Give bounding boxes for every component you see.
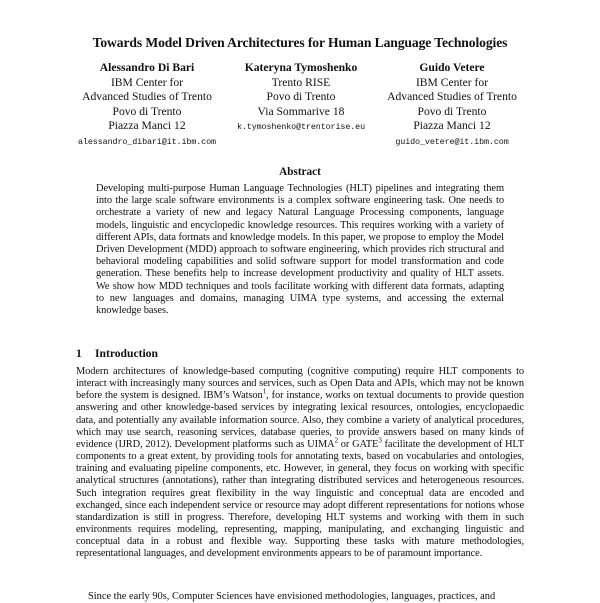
author-affiliation-line: IBM Center for [415,75,489,89]
author-block-3 [376,61,528,150]
author-email[interactable]: alessandro_dibari@it.ibm.com [78,136,216,147]
paper-title: Towards Model Driven Architectures for Human Language Technologies [92,35,508,50]
author-affiliation-line: IBM Center for [110,75,184,89]
intro-paragraph [76,366,524,561]
author-name: Kateryna Tymoshenko [244,61,358,74]
footnote-marker[interactable]: 3 [378,436,382,445]
abstract-heading: Abstract [279,166,321,178]
intro-text-part: Modern architectures of knowledge-based computing (cognitive computing) require HLT components to interact with increasingly many sources and services, such as Open Data and APIs, which may not be known before the system is designed. IBM’s Watson [76,366,524,402]
author-name: Guido Vetere [419,61,485,74]
intro-text-part: facilitate the development of HLT components to a great extent, by providing tools for annotating texts, based on vocabularies and ontologies, training and evaluating pipeline components, etc. However, in general, they focus on working with specific analytical structures (annotations), rather than integrating distributed services and heterogeneous resources. Such integration requires great flexibility in the way linguistic and conceptual data are encoded and exchanged, since each independent service or resource may adopt different representations for notions whose standardization is still in progress. Therefore, developing HLT systems and working with them in such environments requires modeling, representing, mapping, manipulating, and exchanging linguistic and conceptual data in a robust and flexible way. Supporting these tasks with mature methodologies, representational languages, and development environments appears to be of paramount importance. [76,438,525,560]
intro-paragraph-next: Since the early 90s, Computer Sciences have envisioned methodologies, languages, practices, and [88,591,496,602]
author-affiliation-line: Via Sommarive 18 [257,104,345,118]
author-affiliation-line: Povo di Trento [417,104,487,118]
footnote-marker[interactable]: 1 [262,387,267,396]
author-affiliation-line: Piazza Manci 12 [108,119,186,133]
author-email[interactable]: k.tymoshenko@trentorise.eu [236,122,366,133]
author-name: Alessandro Di Bari [99,61,195,74]
author-block-2 [227,61,375,135]
abstract-text: Developing multi-purpose Human Language Technologies (HLT) pipelines and integrating them into the large scale software environments is a complex software engineering task. One needs to orchestrate a variety of new and legacy Natural Language Processing components, language models, linguistic and encyclopedic knowledge resources. This requires working with a variety of different APIs, data formats and knowledge models. In this paper, we propose to employ the Model Driven Development (MDD) approach to software engineering, which provides rich structural and behavioral modeling capabilities and solid software support for model transformation and code generation. These benefits help to increase development productivity and quality of HLT assets. We show how MDD techniques and tools facilitate working with different data formats, adapting to new languages and domains, managing UIMA type systems, and accessing the external knowledge bases. [96,183,504,317]
section-number: 1 [76,347,82,360]
section-title: Introduction [95,347,158,360]
intro-text-part: or GATE [337,438,379,450]
section-heading [76,347,158,360]
author-affiliation-line: Povo di Trento [266,90,336,104]
intro-text-part: , for instance, works on textual documents to provide question answering and other knowledge-based services by integrating lexical resources, ontologies, encyclopaedic data, and potentially any available information source. Also, they combine a variety of analytical procedures, which may use search, reasoning services, database queries, to provide answers based on many kinds of evidence (IJRD, 2012). Development platforms such as UIMA [76,390,525,450]
author-affiliation-line: Trento RISE [271,75,331,89]
author-affiliation-line: Advanced Studies of Trento [82,90,212,104]
author-email[interactable]: guido_vetere@it.ibm.com [395,136,509,147]
author-affiliation-line: Piazza Manci 12 [413,119,491,133]
author-block-1 [71,61,223,150]
author-affiliation-line: Advanced Studies of Trento [387,90,517,104]
footnote-marker[interactable]: 2 [334,436,338,445]
author-affiliation-line: Povo di Trento [112,104,182,118]
